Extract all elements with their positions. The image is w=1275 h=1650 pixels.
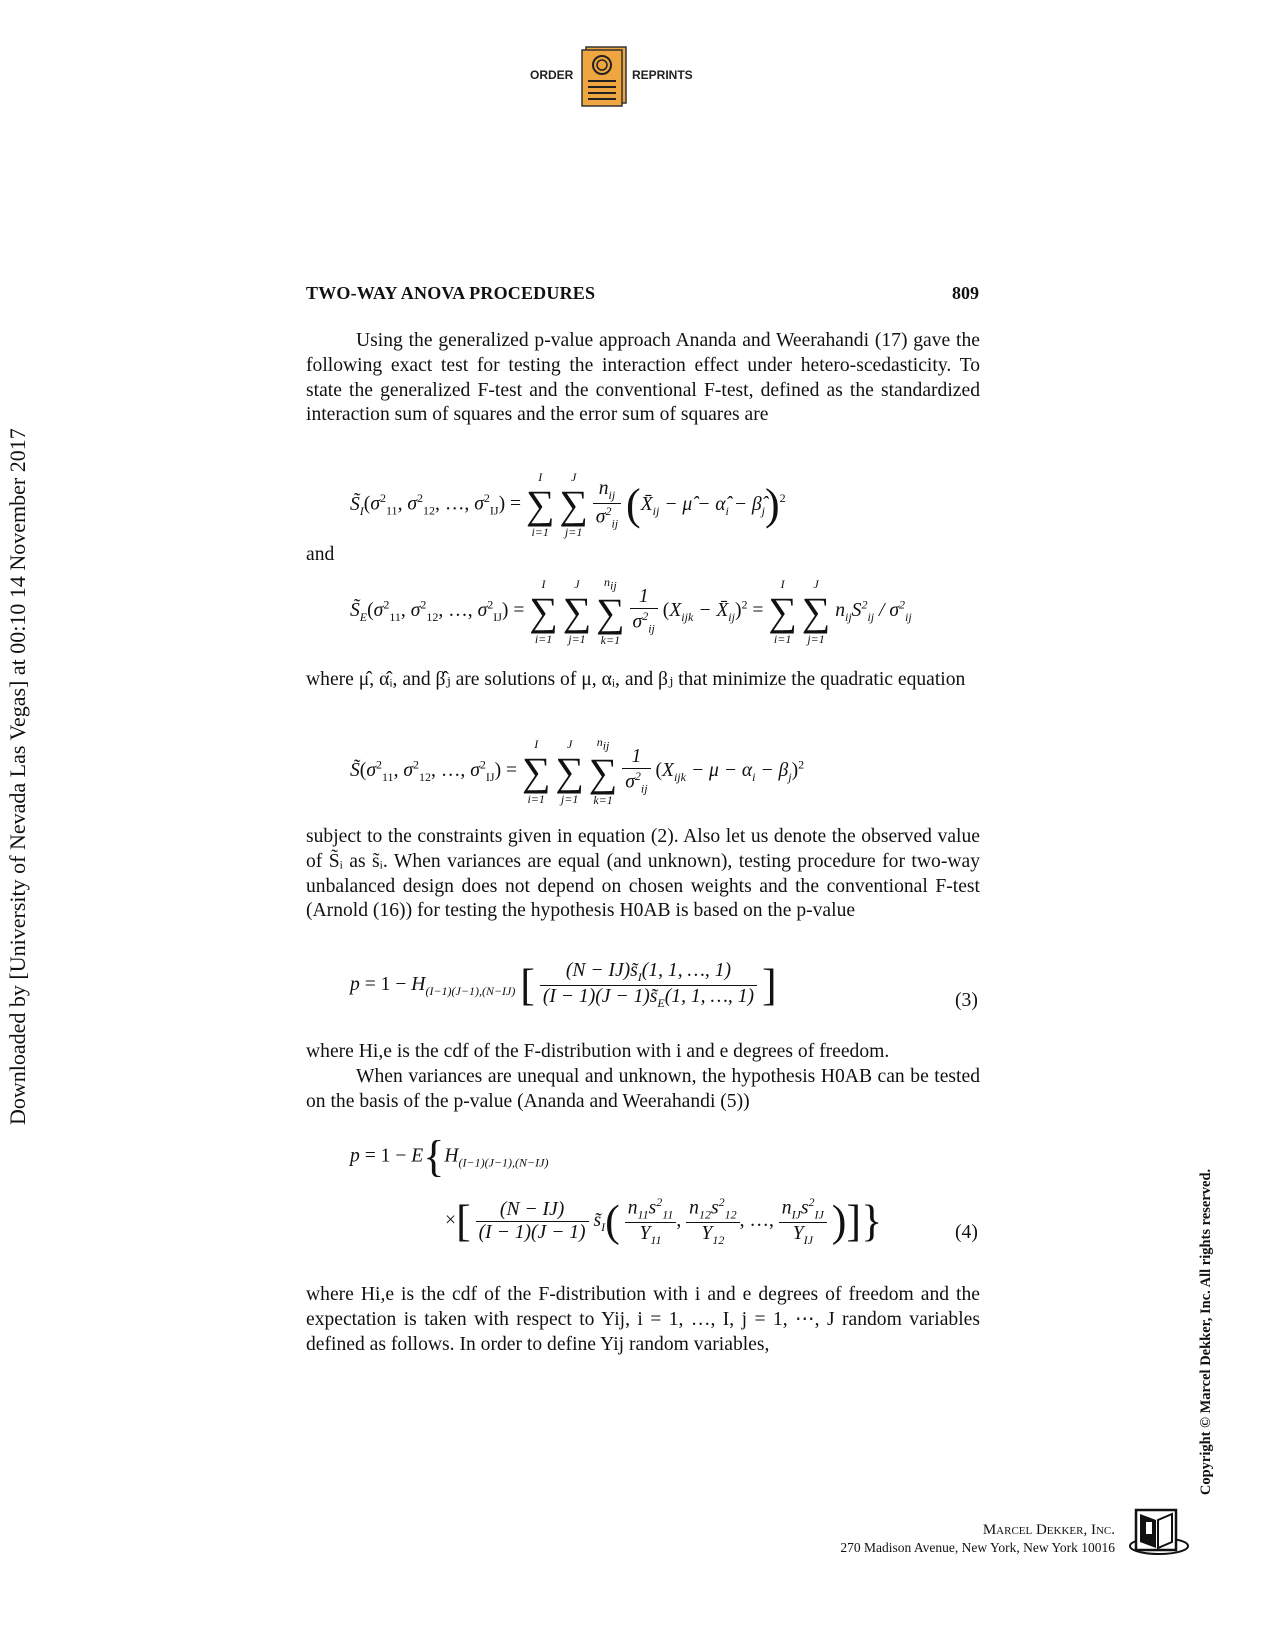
- equation-number-4: (4): [955, 1222, 978, 1243]
- running-title: TWO-WAY ANOVA PROCEDURES: [306, 283, 596, 303]
- paragraph-unequal: When variances are unequal and unknown, the hypothesis H0AB can be tested on the basis of the p-value (Ananda and Weerahandi (5)): [306, 1066, 980, 1112]
- equation-s-e: $S̃_E(\sigma^2_{11}$, $\sigma^2_{12}$, …, $\sigma^2_{IJ}$) = I ∑ i=1 J ∑ j=1 $n_{ij}$ ∑ k=1 $\frac{1}{\sigma^2_{ij}}$ ($X_{ijk}$ − $X̄_{ij})^2$ = I ∑ i=1 J ∑ j=1 $n_{ij}S^2_{ij} / \sigma^2_{ij}$: [350, 575, 912, 648]
- copyright-note: Copyright © Marcel Dekker, Inc. All rights reserved.: [1198, 1168, 1214, 1496]
- paragraph-cdf-1: where Hi,e is the cdf of the F-distribution with i and e degrees of freedom.: [306, 1041, 890, 1062]
- paragraph-constraints: subject to the constraints given in equation (2). Also let us denote the observed value of S̃ᵢ as s̃ᵢ. When variances are equal (and unknown), testing procedure for two-way unbalanced design does not depend on chosen weights and the conventional F-test (Arnold (16)) for testing the hypothesis H0AB is based on the p-value: [306, 826, 980, 922]
- equation-s: $S̃(\sigma^2_{11}$, $\sigma^2_{12}$, …, $\sigma^2_{IJ}$) = I ∑ i=1 J ∑ j=1 $n_{ij}$ ∑ k=1 $\frac{1}{\sigma^2_{ij}}$ $(X_{ijk} - \mu - \alpha_i - \beta_j)^2$: [350, 735, 805, 808]
- paragraph-cdf-2: where Hi,e is the cdf of the F-distribution with i and e degrees of freedom and the expectation is taken with respect to Yij, i = 1, …, I, j = 1, ⋯, J random variables defined as follows. In order to define Yij random variables,: [306, 1284, 980, 1355]
- order-link[interactable]: ORDER: [530, 68, 574, 82]
- page-number: 809: [952, 283, 979, 303]
- equation-4-line-1: $p = 1 - E\{H_{(I-1)(J-1),(N-IJ)}$: [350, 1132, 549, 1181]
- equation-3: $p = 1 - H_{(I-1)(J-1),(N-IJ)}$ [ $\frac{(N - IJ)s̃_I(1, 1, \dots, 1)}{(I - 1)(J - 1)s̃_E(1, 1, \dots, 1)}$ ]: [350, 960, 777, 1010]
- order-reprints-icon[interactable]: [578, 45, 628, 107]
- paragraph-intro: Using the generalized p-value approach Ananda and Weerahandi (17) gave the following exact test for testing the interaction effect under hetero-scedasticity. To state the generalized F-test and the conventional F-test, defined as the standardized interaction sum of squares and the error sum of squares are: [306, 330, 980, 426]
- publisher-name: Marcel Dekker, Inc.: [982, 1522, 1115, 1538]
- download-note: Downloaded by [University of Nevada Las Vegas] at 00:10 14 November 2017: [5, 428, 30, 1125]
- marcel-dekker-logo: [1128, 1506, 1190, 1558]
- equation-s-i: $S̃_I(\sigma^2_{11}$, $\sigma^2_{12}$, …, $\sigma^2_{IJ}$) = I ∑ i=1 J ∑ j=1 $\frac{n_{ij}}{\sigma^2_{ij}}$ ($X̄_{ij}$ − μ̂ − $\alphâ_i$ − $\betâ_j)^2$: [350, 470, 786, 539]
- equation-4-line-2: ×[ $\frac{(N - IJ)}{(I - 1)(J - 1)}$ $s̃_I$( $\frac{n_{11}s^2_{11}}{Y_{11}}$ , $\frac{n_{12}s^2_{12}}{Y_{12}}$ , …, $\frac{n_{IJ}s^2_{IJ}}{Y_{IJ}}$ )]}: [445, 1195, 883, 1248]
- publisher-address: 270 Madison Avenue, New York, New York 10016: [840, 1540, 1115, 1555]
- connector-and: and: [306, 544, 335, 565]
- order-reprints-bar[interactable]: [0, 40, 1275, 110]
- paragraph-where-solutions: where μ̂, α̂ᵢ, and β̂ⱼ are solutions of μ, αᵢ, and βⱼ that minimize the quadratic equation: [306, 669, 966, 690]
- reprints-link[interactable]: REPRINTS: [632, 68, 693, 82]
- equation-number-3: (3): [955, 990, 978, 1011]
